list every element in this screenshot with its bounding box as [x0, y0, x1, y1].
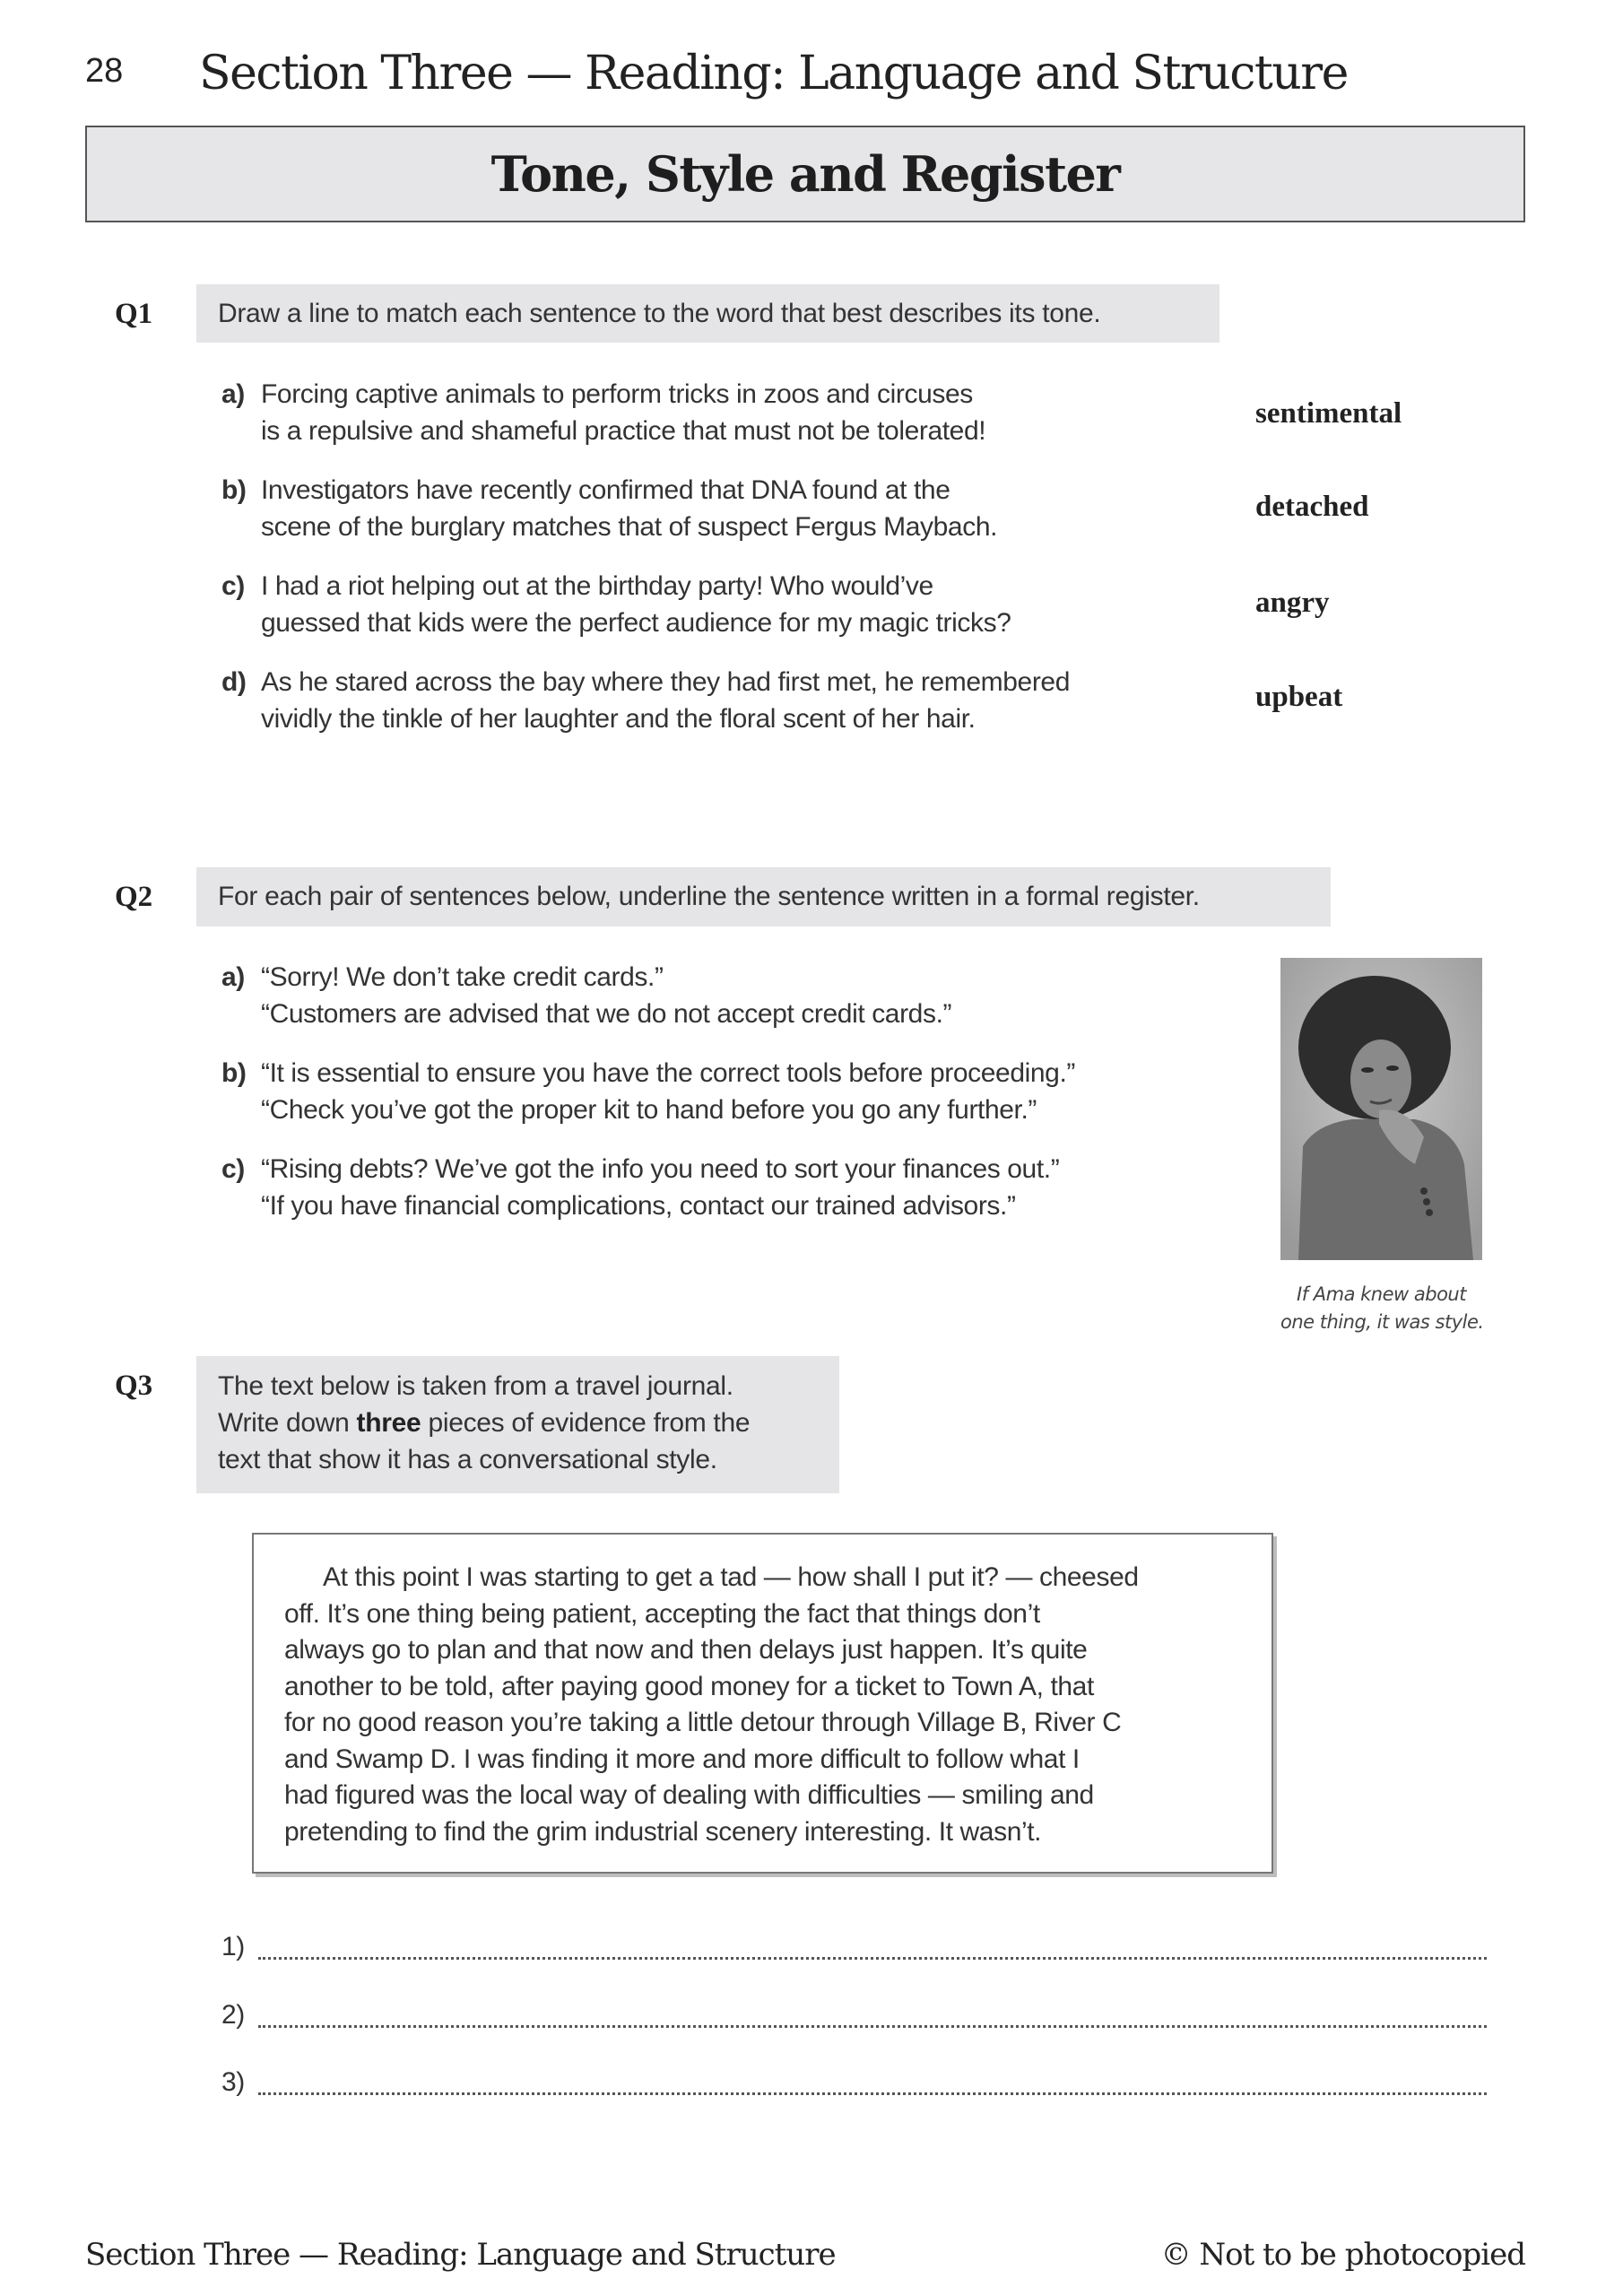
- passage-line: for no good reason you’re taking a little detour through Village B, River C: [284, 1708, 1122, 1737]
- photo-woman: [1280, 958, 1482, 1260]
- list-item: [221, 472, 998, 542]
- list-item: [221, 664, 1070, 734]
- q1-prompt-text: Draw a line to match each sentence to the word that best describes its tone.: [218, 299, 1101, 328]
- q2-prompt: [196, 867, 1331, 926]
- caption-line: one thing, it was style.: [1280, 1311, 1484, 1333]
- answer-number: 2): [221, 2000, 245, 2030]
- passage-line: off. It’s one thing being patient, accepting the fact that things don’t: [284, 1598, 1040, 1629]
- q3-prompt: [196, 1356, 839, 1493]
- passage-line: had figured was the local way of dealing with difficulties — smiling and: [284, 1780, 1094, 1810]
- list-item: [221, 959, 952, 1029]
- q1-prompt: [196, 284, 1219, 343]
- sentence: “Sorry! We don’t take credit cards.”: [261, 962, 664, 992]
- item-line: scene of the burglary matches that of suspect Fergus Maybach.: [261, 512, 998, 542]
- q2-prompt-text: For each pair of sentences below, underline the sentence written in a formal register.: [218, 882, 1200, 911]
- passage-line: always go to plan and that now and then delays just happen. It’s quite: [284, 1635, 1088, 1665]
- answer-number: 3): [221, 2067, 245, 2097]
- q3-label: Q3: [115, 1370, 153, 1402]
- title-box: [85, 126, 1525, 222]
- item-line: As he stared across the bay where they had first met, he remembered: [261, 667, 1070, 697]
- item-letter: b): [221, 475, 247, 505]
- tone-word-sentimental: sentimental: [1255, 397, 1402, 430]
- page-title: Tone, Style and Register: [490, 145, 1120, 203]
- item-line: Investigators have recently confirmed that DNA found at the: [261, 475, 950, 505]
- answer-line-2[interactable]: [258, 2025, 1487, 2028]
- item-letter: a): [221, 379, 245, 409]
- list-item: [221, 1151, 1060, 1221]
- item-letter: b): [221, 1058, 247, 1088]
- tone-word-detached: detached: [1255, 491, 1369, 523]
- q1-label: Q1: [115, 298, 153, 330]
- list-item: [221, 568, 1011, 638]
- answer-line-3[interactable]: [258, 2092, 1487, 2095]
- passage-line: another to be told, after paying good money for a ticket to Town A, that: [284, 1671, 1094, 1701]
- passage-line: At this point I was starting to get a tad — how shall I put it? — cheesed: [323, 1562, 1139, 1592]
- item-line: vividly the tinkle of her laughter and the floral scent of her hair.: [261, 704, 976, 734]
- section-title: Section Three — Reading: Language and Structure: [199, 47, 1348, 100]
- sentence: “Customers are advised that we do not accept credit cards.”: [261, 999, 952, 1029]
- q3-prompt-line: [218, 1405, 818, 1441]
- q3-prompt-text: pieces of evidence from the: [421, 1408, 751, 1438]
- item-line: is a repulsive and shameful practice that must not be tolerated!: [261, 416, 986, 446]
- item-letter: a): [221, 962, 245, 992]
- tone-word-angry: angry: [1255, 587, 1330, 619]
- answer-line-1[interactable]: [258, 1957, 1487, 1960]
- caption-line: If Ama knew about: [1297, 1283, 1466, 1305]
- sentence: “Check you’ve got the proper kit to hand before you go any further.”: [261, 1095, 1037, 1125]
- portrait-illustration: [1280, 958, 1482, 1260]
- q3-prompt-emphasis: three: [356, 1408, 421, 1438]
- item-line: Forcing captive animals to perform tricks in zoos and circuses: [261, 379, 973, 409]
- passage-line: and Swamp D. I was finding it more and more difficult to follow what I: [284, 1744, 1080, 1774]
- photo-caption: [1280, 1281, 1482, 1336]
- sentence: “If you have financial complications, contact our trained advisors.”: [261, 1191, 1016, 1221]
- item-letter: c): [221, 1154, 245, 1184]
- passage-box: [252, 1533, 1273, 1874]
- footer-copyright: © Not to be photocopied: [1160, 2237, 1525, 2273]
- list-item: [221, 1055, 1075, 1125]
- footer-section-title: Section Three — Reading: Language and Structure: [85, 2237, 836, 2273]
- passage-line: pretending to find the grim industrial scenery interesting. It wasn’t.: [284, 1816, 1042, 1847]
- sentence: “It is essential to ensure you have the correct tools before proceeding.”: [261, 1058, 1075, 1088]
- item-letter: c): [221, 571, 245, 601]
- page-number: 28: [85, 52, 124, 90]
- item-line: guessed that kids were the perfect audience for my magic tricks?: [261, 608, 1011, 638]
- item-letter: d): [221, 667, 247, 697]
- sentence: “Rising debts? We’ve got the info you need to sort your finances out.”: [261, 1154, 1060, 1184]
- item-line: I had a riot helping out at the birthday party! Who would’ve: [261, 571, 933, 601]
- q3-prompt-line: text that show it has a conversational style.: [218, 1445, 717, 1474]
- answer-number: 1): [221, 1932, 245, 1961]
- list-item: [221, 376, 986, 446]
- tone-word-upbeat: upbeat: [1255, 681, 1343, 713]
- q3-prompt-text: Write down: [218, 1408, 357, 1438]
- q3-prompt-line: The text below is taken from a travel journal.: [218, 1371, 733, 1401]
- passage-text: [284, 1560, 1139, 1850]
- q2-label: Q2: [115, 881, 153, 913]
